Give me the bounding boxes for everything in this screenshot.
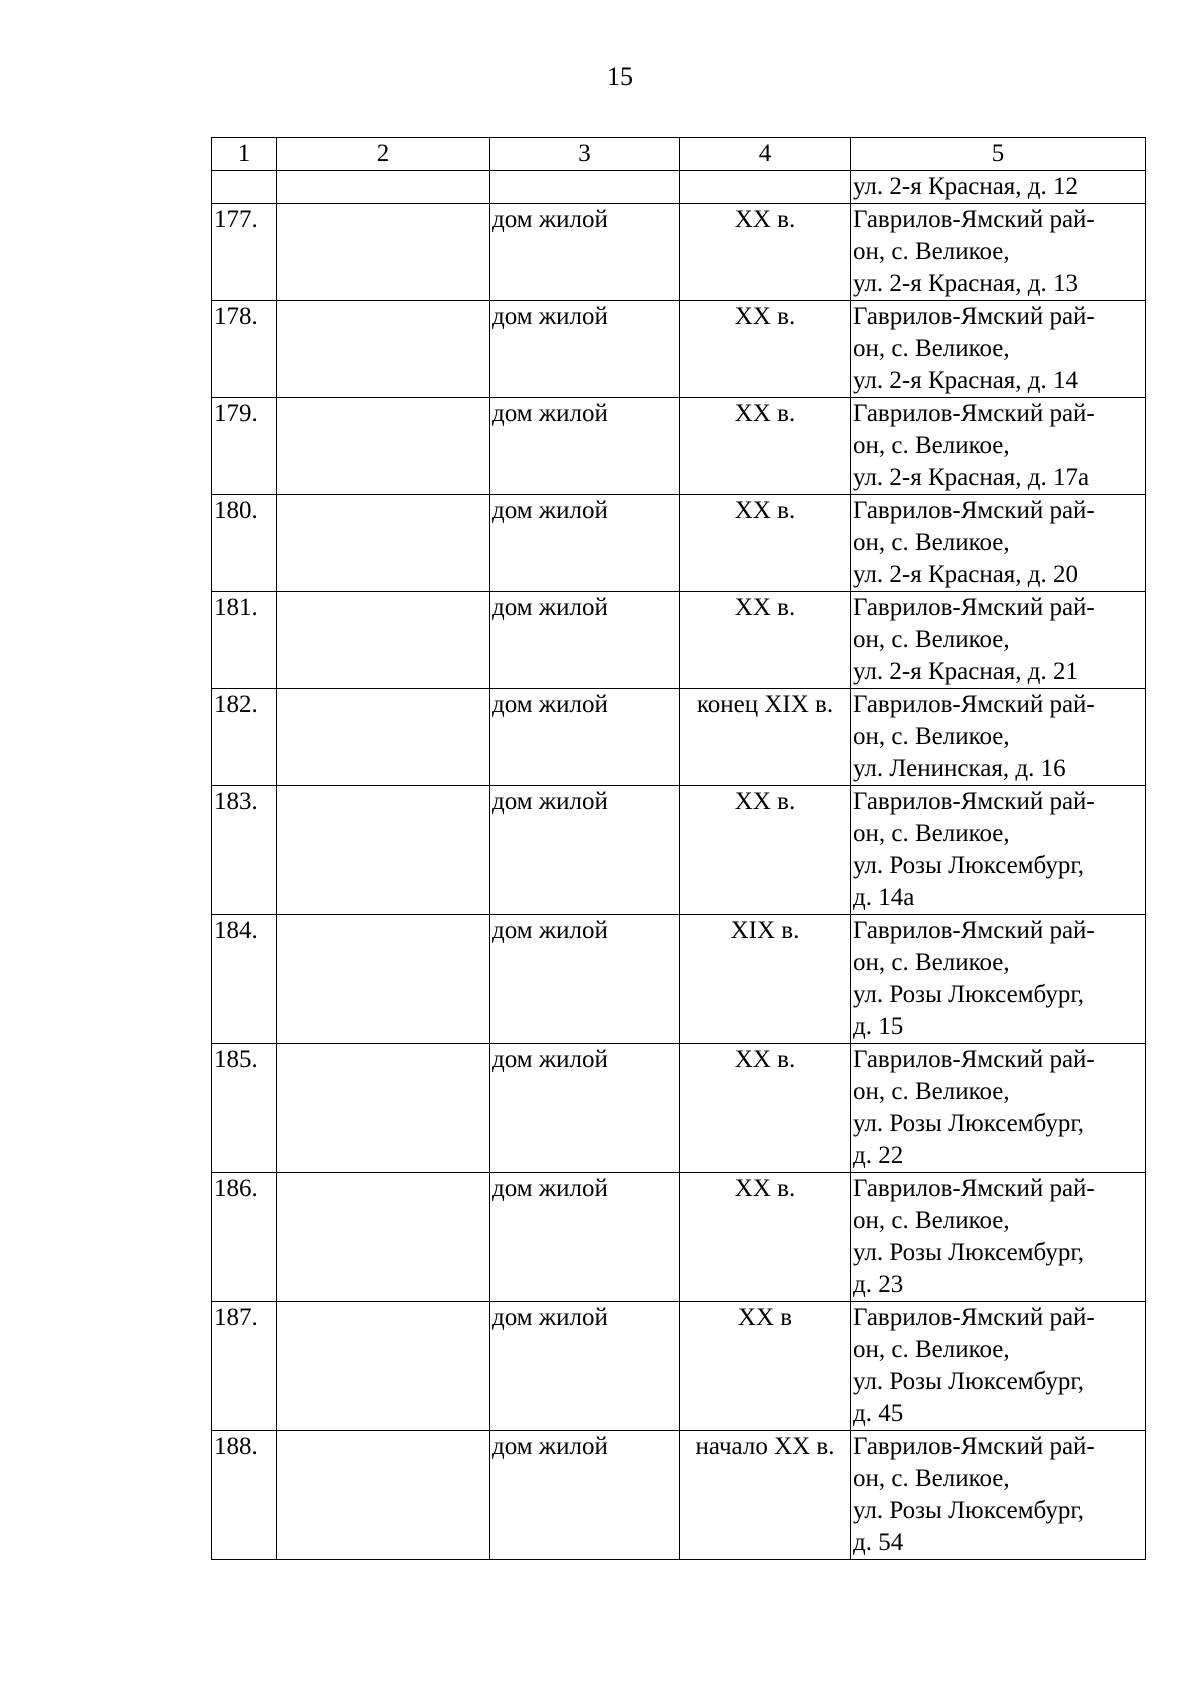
table-row bbox=[212, 301, 1146, 398]
address-cell: Гаврилов-Ямский рай- он, с. Великое, ул. Розы Люксембург, д. 45 bbox=[851, 1302, 1146, 1431]
name-cell bbox=[277, 915, 490, 1044]
dating-cell: XX в. bbox=[680, 398, 851, 495]
row-number-cell: 187. bbox=[212, 1302, 277, 1431]
address-cell: Гаврилов-Ямский рай- он, с. Великое, ул. Ленинская, д. 16 bbox=[851, 689, 1146, 786]
object-type-cell: дом жилой bbox=[490, 1044, 680, 1173]
object-type-cell: дом жилой bbox=[490, 495, 680, 592]
table-row bbox=[212, 1431, 1146, 1560]
name-cell bbox=[277, 398, 490, 495]
table-row bbox=[212, 398, 1146, 495]
object-type-cell: дом жилой bbox=[490, 1431, 680, 1560]
address-cell: ул. 2-я Красная, д. 12 bbox=[851, 171, 1146, 204]
dating-cell: XX в. bbox=[680, 204, 851, 301]
name-cell bbox=[277, 495, 490, 592]
name-cell bbox=[277, 1044, 490, 1173]
row-number-cell: 180. bbox=[212, 495, 277, 592]
table-row bbox=[212, 171, 1146, 204]
object-type-cell bbox=[490, 171, 680, 204]
row-number-cell: 185. bbox=[212, 1044, 277, 1173]
column-header: 1 bbox=[212, 138, 277, 171]
name-cell bbox=[277, 1173, 490, 1302]
name-cell bbox=[277, 1302, 490, 1431]
dating-cell: XIX в. bbox=[680, 915, 851, 1044]
row-number-cell: 181. bbox=[212, 592, 277, 689]
row-number-cell: 188. bbox=[212, 1431, 277, 1560]
address-cell: Гаврилов-Ямский рай- он, с. Великое, ул. 2-я Красная, д. 21 bbox=[851, 592, 1146, 689]
name-cell bbox=[277, 171, 490, 204]
column-header: 4 bbox=[680, 138, 851, 171]
address-cell: Гаврилов-Ямский рай- он, с. Великое, ул. Розы Люксембург, д. 15 bbox=[851, 915, 1146, 1044]
object-type-cell: дом жилой bbox=[490, 689, 680, 786]
table-row bbox=[212, 1044, 1146, 1173]
table-row bbox=[212, 204, 1146, 301]
address-cell: Гаврилов-Ямский рай- он, с. Великое, ул. 2-я Красная, д. 17а bbox=[851, 398, 1146, 495]
table-row bbox=[212, 592, 1146, 689]
table-row bbox=[212, 915, 1146, 1044]
row-number-cell: 186. bbox=[212, 1173, 277, 1302]
object-type-cell: дом жилой bbox=[490, 204, 680, 301]
table-row bbox=[212, 495, 1146, 592]
dating-cell: XX в. bbox=[680, 1173, 851, 1302]
object-type-cell: дом жилой bbox=[490, 592, 680, 689]
row-number-cell: 184. bbox=[212, 915, 277, 1044]
name-cell bbox=[277, 786, 490, 915]
name-cell bbox=[277, 592, 490, 689]
object-type-cell: дом жилой bbox=[490, 915, 680, 1044]
row-number-cell: 178. bbox=[212, 301, 277, 398]
dating-cell: XX в. bbox=[680, 1044, 851, 1173]
heritage-table bbox=[211, 137, 1146, 1560]
row-number-cell: 179. bbox=[212, 398, 277, 495]
address-cell: Гаврилов-Ямский рай- он, с. Великое, ул. 2-я Красная, д. 20 bbox=[851, 495, 1146, 592]
dating-cell: конец XIX в. bbox=[680, 689, 851, 786]
dating-cell: XX в. bbox=[680, 592, 851, 689]
object-type-cell: дом жилой bbox=[490, 786, 680, 915]
address-cell: Гаврилов-Ямский рай- он, с. Великое, ул. Розы Люксембург, д. 23 bbox=[851, 1173, 1146, 1302]
table-header-row bbox=[212, 138, 1146, 171]
row-number-cell: 182. bbox=[212, 689, 277, 786]
address-cell: Гаврилов-Ямский рай- он, с. Великое, ул. Розы Люксембург, д. 14а bbox=[851, 786, 1146, 915]
row-number-cell: 177. bbox=[212, 204, 277, 301]
page-number: 15 bbox=[607, 62, 633, 91]
dating-cell: XX в. bbox=[680, 301, 851, 398]
address-cell: Гаврилов-Ямский рай- он, с. Великое, ул. Розы Люксембург, д. 22 bbox=[851, 1044, 1146, 1173]
dating-cell: XX в. bbox=[680, 786, 851, 915]
address-cell: Гаврилов-Ямский рай- он, с. Великое, ул. 2-я Красная, д. 14 bbox=[851, 301, 1146, 398]
column-header: 2 bbox=[277, 138, 490, 171]
table-row bbox=[212, 689, 1146, 786]
table-row bbox=[212, 786, 1146, 915]
object-type-cell: дом жилой bbox=[490, 301, 680, 398]
address-cell: Гаврилов-Ямский рай- он, с. Великое, ул. Розы Люксембург, д. 54 bbox=[851, 1431, 1146, 1560]
name-cell bbox=[277, 204, 490, 301]
object-type-cell: дом жилой bbox=[490, 398, 680, 495]
column-header: 3 bbox=[490, 138, 680, 171]
dating-cell: XX в. bbox=[680, 495, 851, 592]
column-header: 5 bbox=[851, 138, 1146, 171]
name-cell bbox=[277, 689, 490, 786]
object-type-cell: дом жилой bbox=[490, 1173, 680, 1302]
dating-cell bbox=[680, 171, 851, 204]
name-cell bbox=[277, 1431, 490, 1560]
name-cell bbox=[277, 301, 490, 398]
dating-cell: начало XX в. bbox=[680, 1431, 851, 1560]
object-type-cell: дом жилой bbox=[490, 1302, 680, 1431]
dating-cell: XX в bbox=[680, 1302, 851, 1431]
table-row bbox=[212, 1173, 1146, 1302]
row-number-cell: 183. bbox=[212, 786, 277, 915]
row-number-cell bbox=[212, 171, 277, 204]
table-row bbox=[212, 1302, 1146, 1431]
address-cell: Гаврилов-Ямский рай- он, с. Великое, ул. 2-я Красная, д. 13 bbox=[851, 204, 1146, 301]
